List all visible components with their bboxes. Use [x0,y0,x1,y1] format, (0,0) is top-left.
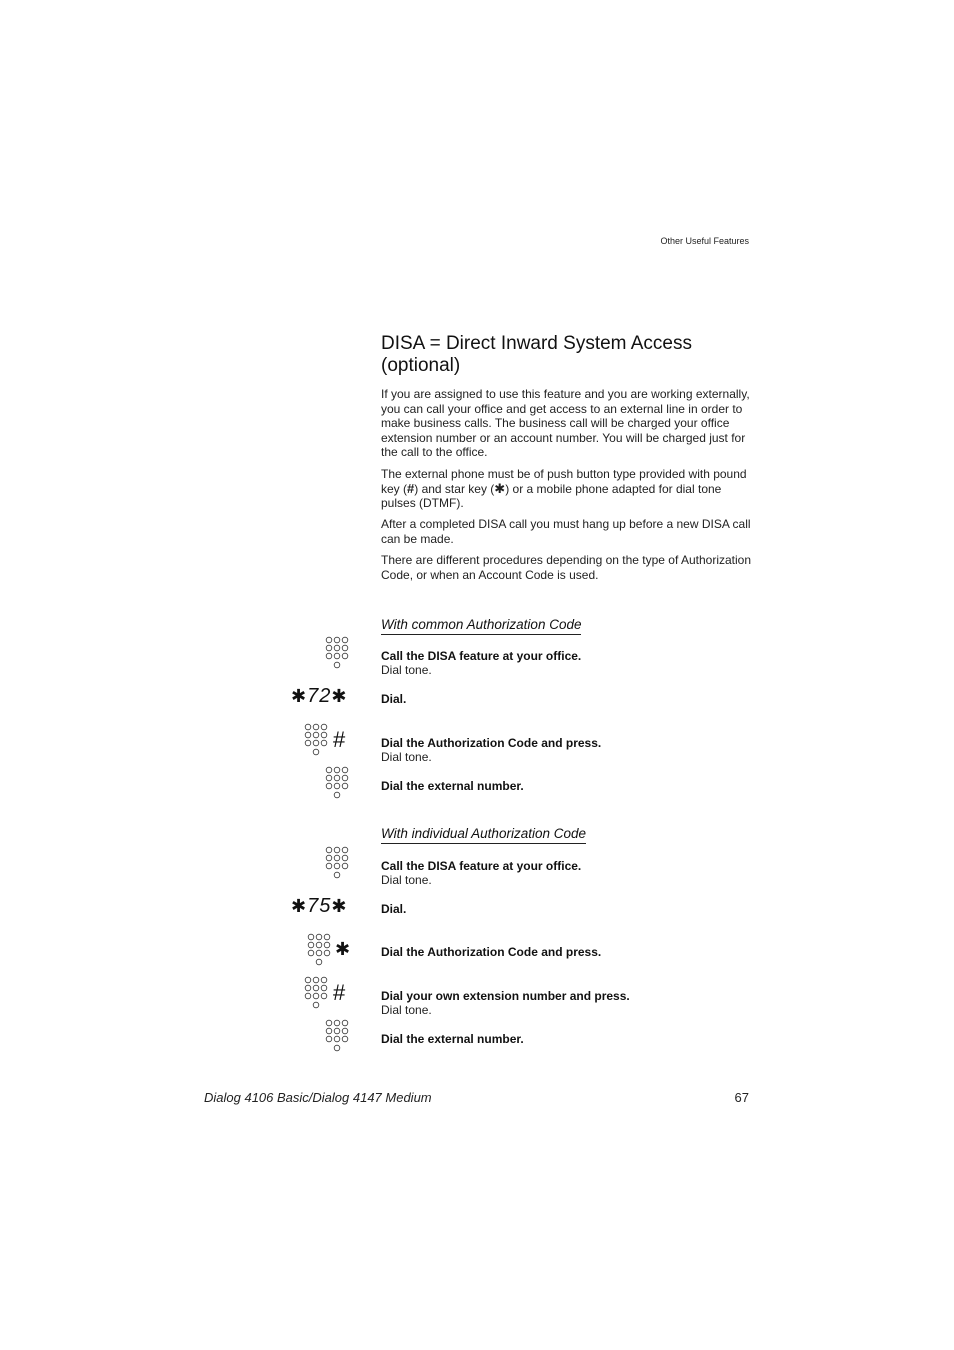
pound-key-icon: # [333,980,346,1005]
step-dial: Dial. [381,692,407,706]
step-authorization-code: Dial the Authorization Code and press. [381,945,602,959]
section-heading-individual: With individual Authorization Code [381,826,586,844]
keypad-icon [306,933,334,969]
step-own-extension-note: Dial tone. [381,1003,432,1017]
intro-paragraph-2: The external phone must be of push button type provided with pound key (#) and star key (✱) or a mobile phone adapted for dial tone pulses (DTMF). [381,467,747,511]
keypad-icon [324,636,352,672]
pound-key-icon: # [333,727,346,752]
step-authorization-code-note: Dial tone. [381,750,432,764]
pound-key-icon: # [407,480,415,496]
code-sequence-72 [291,685,347,708]
keypad-icon [324,766,352,802]
step-external-number: Dial the external number. [381,779,524,793]
intro-paragraph-1: If you are assigned to use this feature and you are working externally, you can call your office and get access to an external line in order to make business calls. The business call will be charged your office extension number or an account number. You will be charged just for the call to the office. [381,387,750,460]
star-key-icon: ✱ [494,480,506,496]
code-sequence-75 [291,895,347,918]
star-key-icon: ✱ [331,686,348,706]
step-call-disa: Call the DISA feature at your office. [381,649,582,663]
step-dial: Dial. [381,902,407,916]
step-authorization-code: Dial the Authorization Code and press. [381,736,602,750]
page-title: DISA = Direct Inward System Access (optional) [381,333,692,376]
star-key-icon: ✱ [291,896,308,916]
star-key-icon: ✱ [331,896,348,916]
star-key-icon: ✱ [335,939,351,959]
intro-paragraph-4: There are different procedures depending on the type of Authorization Code, or when an Account Code is used. [381,553,752,582]
keypad-icon [324,846,352,882]
step-own-extension: Dial your own extension number and press. [381,989,630,1003]
keypad-icon [303,976,331,1012]
star-key-icon: ✱ [291,686,308,706]
intro-paragraph-3: After a completed DISA call you must hang up before a new DISA call can be made. [381,517,751,546]
footer-product: Dialog 4106 Basic/Dialog 4147 Medium [204,1090,432,1105]
step-call-disa-note: Dial tone. [381,873,432,887]
step-call-disa-note: Dial tone. [381,663,432,677]
step-external-number: Dial the external number. [381,1032,524,1046]
keypad-icon [324,1019,352,1055]
page-number: 67 [734,1090,749,1105]
running-header: Other Useful Features [660,236,749,246]
code-digits: 72 [307,685,332,707]
keypad-icon [303,723,331,759]
code-digits: 75 [307,895,332,917]
section-heading-common: With common Authorization Code [381,617,581,635]
step-call-disa: Call the DISA feature at your office. [381,859,582,873]
